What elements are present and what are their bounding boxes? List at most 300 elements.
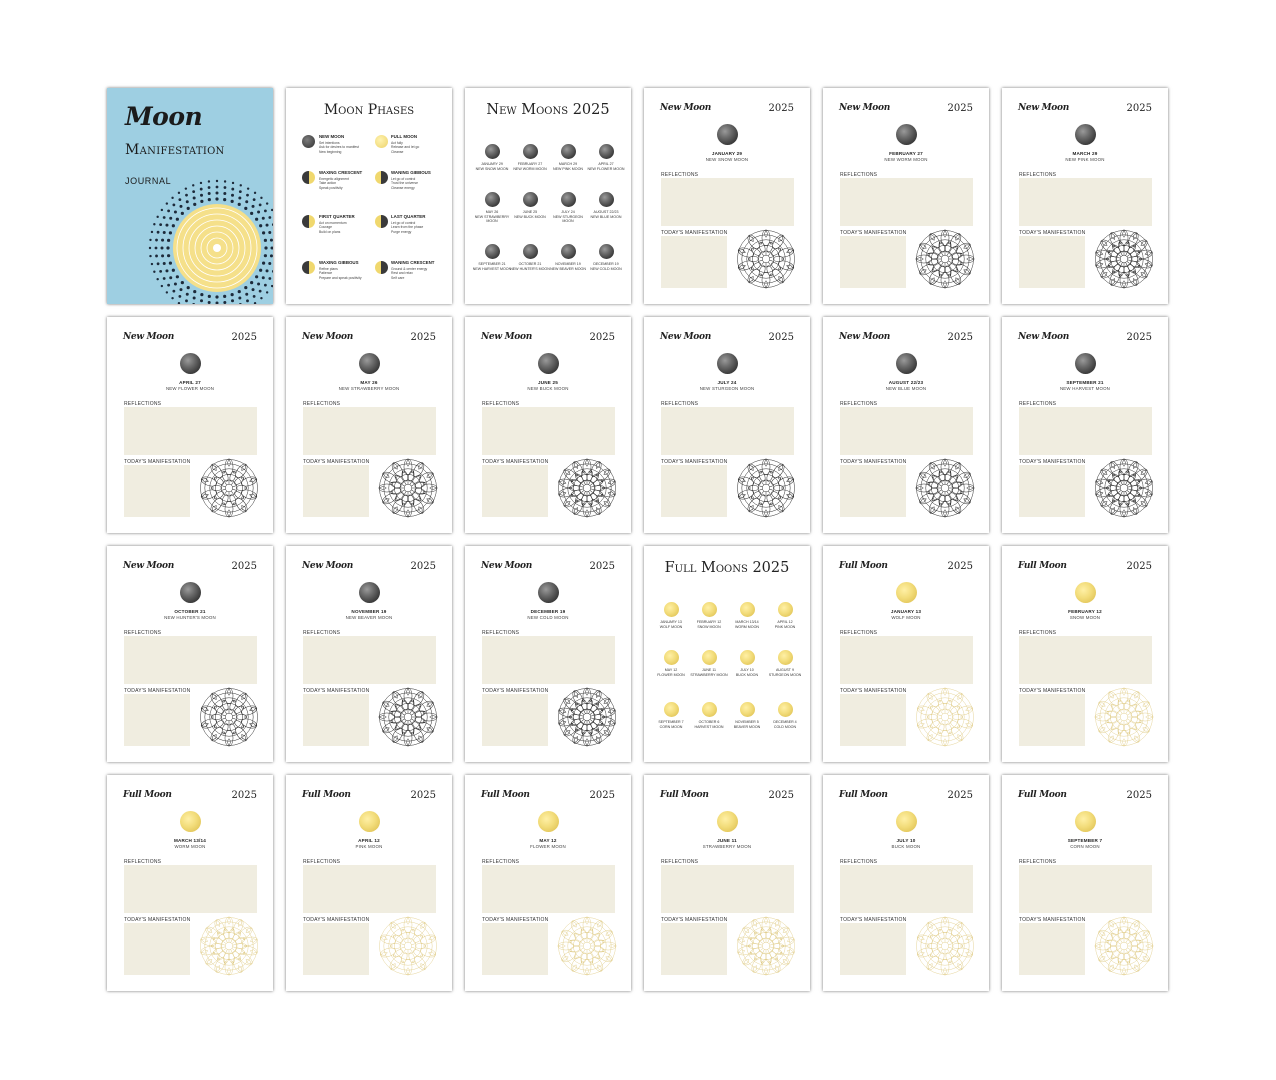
phase-name: WANING GIBBOUS	[391, 170, 431, 175]
manifestation-label: TODAY'S MANIFESTATION	[840, 230, 907, 236]
overview-moon-name: WORM MOON	[735, 624, 759, 629]
overview-moon-name: NEW SNOW MOON	[475, 166, 509, 171]
cover-journal-label: JOURNAL	[125, 176, 172, 186]
page-year: 2025	[1126, 790, 1152, 801]
new-moons-overview-page[interactable]	[465, 88, 631, 304]
manifestation-label: TODAY'S MANIFESTATION	[661, 230, 728, 236]
overview-moon-name: NEW STRAWBERRY MOON	[474, 214, 510, 224]
full-moon-icon	[896, 582, 917, 603]
new-moon-page[interactable]	[1002, 317, 1168, 533]
phase-bullet: Patience	[319, 271, 333, 276]
phase-bullet: New beginning	[319, 149, 342, 154]
overview-title: New Moons 2025	[486, 102, 610, 118]
reflections-label: REFLECTIONS	[124, 859, 162, 865]
phase-name: WANING CRESCENT	[391, 260, 435, 265]
reflections-label: REFLECTIONS	[661, 172, 699, 178]
manifestation-box[interactable]	[840, 236, 906, 288]
moon-date: JUNE 25	[537, 380, 559, 385]
mandala-icon	[914, 915, 976, 977]
mandala-icon	[914, 686, 976, 748]
reflections-box[interactable]	[482, 407, 615, 455]
new-moon-page[interactable]	[823, 88, 989, 304]
full-moon-icon	[702, 602, 717, 617]
manifestation-box[interactable]	[661, 465, 727, 517]
manifestation-label: TODAY'S MANIFESTATION	[482, 688, 549, 694]
page-type-label: Full Moon	[660, 790, 709, 800]
page-type-label: New Moon	[660, 103, 711, 113]
full-moon-icon	[664, 702, 679, 717]
overview-moon-date: NOVEMBER 5	[735, 720, 759, 724]
reflections-label: REFLECTIONS	[482, 630, 520, 636]
reflections-box[interactable]	[303, 865, 436, 913]
mandala-icon	[914, 228, 976, 290]
page-type-label: Full Moon	[1018, 790, 1067, 800]
manifestation-box[interactable]	[303, 694, 369, 746]
reflections-label: REFLECTIONS	[124, 401, 162, 407]
moon-name: STRAWBERRY MOON	[702, 844, 752, 849]
overview-moon-date: JULY 10	[740, 668, 754, 672]
manifestation-label: TODAY'S MANIFESTATION	[1019, 230, 1086, 236]
new-moon-icon	[561, 144, 576, 159]
full-moon-icon	[717, 811, 738, 832]
overview-moon-item	[472, 244, 512, 271]
manifestation-label: TODAY'S MANIFESTATION	[482, 459, 549, 465]
moon-name: WORM MOON	[174, 844, 206, 849]
cover-page[interactable]	[107, 88, 273, 304]
new-moon-icon	[485, 192, 500, 207]
phase-bullet: Prepare and speak positivity	[319, 275, 362, 280]
phase-name: FIRST QUARTER	[319, 214, 355, 219]
moon-date: SEPTEMBER 21	[1066, 380, 1104, 385]
overview-moon-item	[510, 144, 550, 171]
reflections-box[interactable]	[661, 178, 794, 226]
manifestation-box[interactable]	[482, 465, 548, 517]
reflections-label: REFLECTIONS	[661, 859, 699, 865]
manifestation-label: TODAY'S MANIFESTATION	[124, 688, 191, 694]
moon-date: AUGUST 22/23	[888, 380, 924, 385]
page-type-label: New Moon	[123, 561, 174, 571]
manifestation-label: TODAY'S MANIFESTATION	[1019, 917, 1086, 923]
manifestation-box[interactable]	[840, 465, 906, 517]
moon-name: NEW FLOWER MOON	[165, 386, 215, 391]
full-moon-page[interactable]	[823, 546, 989, 762]
overview-moon-date: JANUARY 13	[660, 620, 682, 624]
full-moon-icon	[375, 135, 388, 148]
mandala-icon	[914, 457, 976, 519]
reflections-box[interactable]	[1019, 636, 1152, 684]
new-moon-page[interactable]	[286, 317, 452, 533]
overview-moon-item	[548, 244, 588, 271]
reflections-label: REFLECTIONS	[303, 401, 341, 407]
page-year: 2025	[768, 332, 794, 343]
page-type-label: New Moon	[302, 561, 353, 571]
phase-bullet: Release and let go	[391, 145, 420, 150]
full-moon-icon	[664, 602, 679, 617]
manifestation-box[interactable]	[840, 694, 906, 746]
overview-moon-name: NEW STURGEON MOON	[553, 214, 583, 224]
reflections-box[interactable]	[661, 865, 794, 913]
new-moon-icon	[359, 353, 380, 374]
overview-moon-name: NEW BUCK MOON	[514, 214, 546, 219]
overview-moon-date: SEPTEMBER 7	[658, 720, 684, 724]
manifestation-label: TODAY'S MANIFESTATION	[840, 688, 907, 694]
overview-moon-item	[472, 192, 512, 224]
new-moon-page[interactable]	[286, 546, 452, 762]
new-moon-icon	[599, 244, 614, 259]
phase-bullet: Rest and relax	[391, 271, 413, 276]
manifestation-box[interactable]	[1019, 694, 1085, 746]
manifestation-box[interactable]	[124, 465, 190, 517]
mandala-icon	[556, 457, 618, 519]
overview-moon-item	[765, 650, 805, 677]
new-moon-icon	[561, 244, 576, 259]
new-moon-page[interactable]	[465, 317, 631, 533]
phase-name: LAST QUARTER	[391, 214, 426, 219]
phase-bullet: Ask for desires to manifest	[319, 145, 359, 150]
overview-moon-item	[586, 192, 626, 219]
phase-bullet: Act fully	[391, 140, 403, 145]
full-moon-icon	[702, 702, 717, 717]
phase-bullet: Refine plans	[319, 266, 338, 271]
overview-moon-date: JULY 24	[561, 210, 575, 214]
mandala-icon	[735, 228, 797, 290]
moon-date: JULY 24	[717, 380, 737, 385]
page-year: 2025	[410, 332, 436, 343]
mandala-icon	[556, 686, 618, 748]
phase-bullet: Learn from the phase	[391, 225, 424, 230]
reflections-label: REFLECTIONS	[840, 859, 878, 865]
page-type-label: Full Moon	[302, 790, 351, 800]
reflections-box[interactable]	[840, 636, 973, 684]
manifestation-box[interactable]	[661, 923, 727, 975]
reflections-label: REFLECTIONS	[303, 630, 341, 636]
overview-moon-name: BUCK MOON	[735, 672, 759, 677]
phase-bullet: Courage	[319, 225, 333, 230]
full-moon-page[interactable]	[465, 775, 631, 991]
overview-moon-item	[765, 702, 805, 729]
page-type-label: Full Moon	[839, 790, 888, 800]
overview-moon-name: NEW WORM MOON	[513, 166, 547, 171]
reflections-label: REFLECTIONS	[1019, 630, 1057, 636]
page-type-label: New Moon	[660, 332, 711, 342]
phase-bullet: Energetic alignment	[319, 176, 349, 181]
moon-name: WOLF MOON	[891, 615, 921, 620]
overview-moon-item	[727, 650, 767, 677]
full-moon-icon	[896, 811, 917, 832]
phase-name: NEW MOON	[319, 134, 345, 139]
moon-name: NEW STURGEON MOON	[699, 386, 755, 391]
reflections-box[interactable]	[1019, 178, 1152, 226]
manifestation-label: TODAY'S MANIFESTATION	[303, 459, 370, 465]
reflections-box[interactable]	[303, 636, 436, 684]
overview-moon-date: DECEMBER 19	[593, 262, 619, 266]
overview-moon-item	[727, 602, 767, 629]
overview-moon-date: JUNE 25	[522, 210, 538, 214]
moon-date: MARCH 29	[1072, 151, 1098, 156]
full-moon-icon	[180, 811, 201, 832]
overview-moon-item	[651, 602, 691, 629]
overview-moon-date: FEBRUARY 27	[517, 162, 543, 166]
moon-date: DECEMBER 19	[530, 609, 566, 614]
full-moon-icon	[1075, 582, 1096, 603]
overview-moon-date: SEPTEMBER 21	[478, 262, 506, 266]
phase-bullet: Build on plans	[319, 229, 341, 234]
moon-date: APRIL 12	[358, 838, 380, 843]
page-type-label: New Moon	[839, 103, 890, 113]
phase-bullet: Let go of control	[391, 176, 416, 181]
overview-moon-date: JUNE 11	[701, 668, 717, 672]
overview-moon-date: NOVEMBER 19	[555, 262, 581, 266]
phase-bullet: Act on momentum	[319, 220, 347, 225]
reflections-box[interactable]	[124, 407, 257, 455]
new-moon-page[interactable]	[465, 546, 631, 762]
page-year: 2025	[1126, 561, 1152, 572]
manifestation-box[interactable]	[124, 923, 190, 975]
waxing-crescent-icon	[302, 171, 315, 184]
new-moon-icon	[180, 353, 201, 374]
page-year: 2025	[768, 103, 794, 114]
reflections-box[interactable]	[482, 865, 615, 913]
phase-bullet: Self care	[391, 275, 405, 280]
phase-item	[391, 170, 452, 190]
full-moon-page[interactable]	[823, 775, 989, 991]
reflections-box[interactable]	[303, 407, 436, 455]
new-moon-icon	[599, 192, 614, 207]
overview-moon-date: MAY 12	[664, 668, 678, 672]
manifestation-box[interactable]	[482, 694, 548, 746]
manifestation-label: TODAY'S MANIFESTATION	[840, 459, 907, 465]
overview-moon-name: STRAWBERRY MOON	[690, 672, 728, 677]
overview-moon-item	[510, 192, 550, 219]
full-moon-icon	[359, 811, 380, 832]
full-moon-icon	[1075, 811, 1096, 832]
mandala-icon	[198, 457, 260, 519]
mandala-icon	[377, 457, 439, 519]
reflections-box[interactable]	[661, 407, 794, 455]
overview-moon-name: NEW PINK MOON	[553, 166, 583, 171]
mandala-icon	[198, 915, 260, 977]
full-moon-page[interactable]	[1002, 775, 1168, 991]
overview-moon-name: NEW COLD MOON	[590, 266, 622, 271]
overview-moon-date: DECEMBER 4	[773, 720, 797, 724]
manifestation-label: TODAY'S MANIFESTATION	[124, 459, 191, 465]
full-moon-icon	[664, 650, 679, 665]
manifestation-box[interactable]	[482, 923, 548, 975]
manifestation-box[interactable]	[661, 236, 727, 288]
mandala-icon	[1093, 228, 1155, 290]
new-moon-page[interactable]	[644, 317, 810, 533]
phase-bullet: Trust the universe	[391, 181, 419, 186]
moon-date: MAY 12	[539, 838, 557, 843]
moon-name: NEW WORM MOON	[884, 157, 928, 162]
mandala-icon	[377, 915, 439, 977]
phase-bullet: Set intentions	[319, 140, 340, 145]
phase-item	[391, 214, 452, 234]
page-type-label: New Moon	[1018, 332, 1069, 342]
moon-name: NEW HARVEST MOON	[1059, 386, 1111, 391]
reflections-label: REFLECTIONS	[124, 630, 162, 636]
full-moon-icon	[740, 702, 755, 717]
new-moon-icon	[538, 582, 559, 603]
new-moon-page[interactable]	[823, 317, 989, 533]
full-moon-icon	[740, 650, 755, 665]
manifestation-label: TODAY'S MANIFESTATION	[482, 917, 549, 923]
moon-date: FEBRUARY 12	[1068, 609, 1102, 614]
mandala-icon	[198, 686, 260, 748]
overview-moon-item	[548, 192, 588, 224]
new-moon-icon	[523, 144, 538, 159]
moon-phases-page[interactable]	[286, 88, 452, 304]
page-type-label: Full Moon	[839, 561, 888, 571]
manifestation-box[interactable]	[1019, 236, 1085, 288]
moon-date: JANUARY 29	[711, 151, 743, 156]
full-moon-icon	[538, 811, 559, 832]
full-moon-page[interactable]	[286, 775, 452, 991]
reflections-label: REFLECTIONS	[1019, 172, 1057, 178]
manifestation-label: TODAY'S MANIFESTATION	[124, 917, 191, 923]
full-moon-page[interactable]	[1002, 546, 1168, 762]
moon-date: APRIL 27	[179, 380, 201, 385]
reflections-label: REFLECTIONS	[1019, 401, 1057, 407]
overview-moon-item	[689, 602, 729, 629]
overview-moon-name: STURGEON MOON	[768, 672, 802, 677]
new-moon-page[interactable]	[1002, 88, 1168, 304]
full-moon-page[interactable]	[644, 775, 810, 991]
overview-moon-item	[548, 144, 588, 171]
full-moon-page[interactable]	[107, 775, 273, 991]
waxing-gibbous-icon	[302, 261, 315, 274]
page-year: 2025	[947, 332, 973, 343]
page-year: 2025	[1126, 103, 1152, 114]
new-moon-icon	[485, 144, 500, 159]
overview-moon-date: FEBRUARY 12	[696, 620, 722, 624]
manifestation-box[interactable]	[1019, 465, 1085, 517]
reflections-box[interactable]	[482, 636, 615, 684]
moon-date: JULY 10	[896, 838, 916, 843]
overview-moon-date: MAY 26	[485, 210, 499, 214]
reflections-box[interactable]	[1019, 407, 1152, 455]
page-year: 2025	[947, 103, 973, 114]
overview-moon-item	[727, 702, 767, 729]
manifestation-box[interactable]	[303, 465, 369, 517]
new-moon-icon	[599, 144, 614, 159]
full-moons-overview-page[interactable]	[644, 546, 810, 762]
reflections-box[interactable]	[1019, 865, 1152, 913]
reflections-box[interactable]	[840, 865, 973, 913]
page-type-label: Full Moon	[123, 790, 172, 800]
reflections-label: REFLECTIONS	[840, 172, 878, 178]
reflections-box[interactable]	[124, 865, 257, 913]
full-moon-icon	[778, 650, 793, 665]
reflections-box[interactable]	[840, 407, 973, 455]
overview-moon-item	[510, 244, 550, 271]
overview-moon-date: OCTOBER 21	[518, 262, 542, 266]
mandala-icon	[735, 915, 797, 977]
moon-date: NOVEMBER 19	[351, 609, 387, 614]
moon-name: BUCK MOON	[891, 844, 921, 849]
new-moon-icon	[561, 192, 576, 207]
mandala-icon	[1093, 915, 1155, 977]
moon-name: NEW HUNTER'S MOON	[164, 615, 216, 620]
reflections-label: REFLECTIONS	[840, 401, 878, 407]
page-type-label: New Moon	[302, 332, 353, 342]
mandala-icon	[735, 457, 797, 519]
new-moon-icon	[523, 192, 538, 207]
new-moon-icon	[717, 353, 738, 374]
waning-gibbous-icon	[375, 171, 388, 184]
full-moon-icon	[740, 602, 755, 617]
phase-bullet: Speak positivity	[319, 185, 343, 190]
overview-moon-date: JANUARY 29	[481, 162, 503, 166]
overview-moon-item	[689, 702, 729, 729]
new-moon-page[interactable]	[107, 317, 273, 533]
moon-name: NEW PINK MOON	[1065, 157, 1105, 162]
manifestation-label: TODAY'S MANIFESTATION	[661, 459, 728, 465]
overview-moon-date: AUGUST 22/23	[593, 210, 619, 214]
phase-item	[391, 260, 452, 280]
overview-moon-date: OCTOBER 6	[698, 720, 720, 724]
reflections-label: REFLECTIONS	[303, 859, 341, 865]
new-moon-page[interactable]	[644, 88, 810, 304]
overview-moon-name: BEAVER MOON	[733, 724, 761, 729]
page-type-label: New Moon	[481, 332, 532, 342]
page-type-label: New Moon	[123, 332, 174, 342]
overview-moon-item	[586, 244, 626, 271]
new-moon-icon	[896, 353, 917, 374]
manifestation-box[interactable]	[303, 923, 369, 975]
page-year: 2025	[231, 790, 257, 801]
page-year: 2025	[947, 790, 973, 801]
moon-date: JANUARY 13	[890, 609, 922, 614]
phase-bullet: Purge energy	[391, 229, 412, 234]
moon-name: NEW SNOW MOON	[705, 157, 749, 162]
new-moon-icon	[896, 124, 917, 145]
moon-name: CORN MOON	[1070, 844, 1100, 849]
overview-moon-name: NEW FLOWER MOON	[587, 166, 625, 171]
overview-moon-name: HARVEST MOON	[694, 724, 724, 729]
reflections-label: REFLECTIONS	[840, 630, 878, 636]
page-type-label: Full Moon	[1018, 561, 1067, 571]
new-moon-page[interactable]	[107, 546, 273, 762]
manifestation-label: TODAY'S MANIFESTATION	[661, 917, 728, 923]
mandala-icon	[556, 915, 618, 977]
reflections-box[interactable]	[124, 636, 257, 684]
moon-name: FLOWER MOON	[530, 844, 566, 849]
overview-moon-name: NEW BEAVER MOON	[550, 266, 586, 271]
manifestation-box[interactable]	[124, 694, 190, 746]
phase-name: WAXING GIBBOUS	[319, 260, 359, 265]
moon-name: PINK MOON	[355, 844, 383, 849]
page-year: 2025	[768, 790, 794, 801]
overview-moon-name: PINK MOON	[774, 624, 796, 629]
moon-date: FEBRUARY 27	[889, 151, 923, 156]
moon-name: NEW BEAVER MOON	[345, 615, 393, 620]
phase-bullet: Cleanse energy	[391, 185, 415, 190]
overview-moon-name: NEW HARVEST MOON	[472, 266, 512, 271]
overview-moon-name: COLD MOON	[773, 724, 797, 729]
overview-moon-item	[651, 650, 691, 677]
reflections-box[interactable]	[840, 178, 973, 226]
manifestation-box[interactable]	[840, 923, 906, 975]
full-moon-icon	[778, 702, 793, 717]
reflections-label: REFLECTIONS	[482, 859, 520, 865]
reflections-label: REFLECTIONS	[1019, 859, 1057, 865]
moon-name: NEW BLUE MOON	[885, 386, 927, 391]
overview-moon-date: APRIL 12	[777, 620, 793, 624]
overview-moon-item	[472, 144, 512, 171]
manifestation-box[interactable]	[1019, 923, 1085, 975]
page-year: 2025	[410, 790, 436, 801]
